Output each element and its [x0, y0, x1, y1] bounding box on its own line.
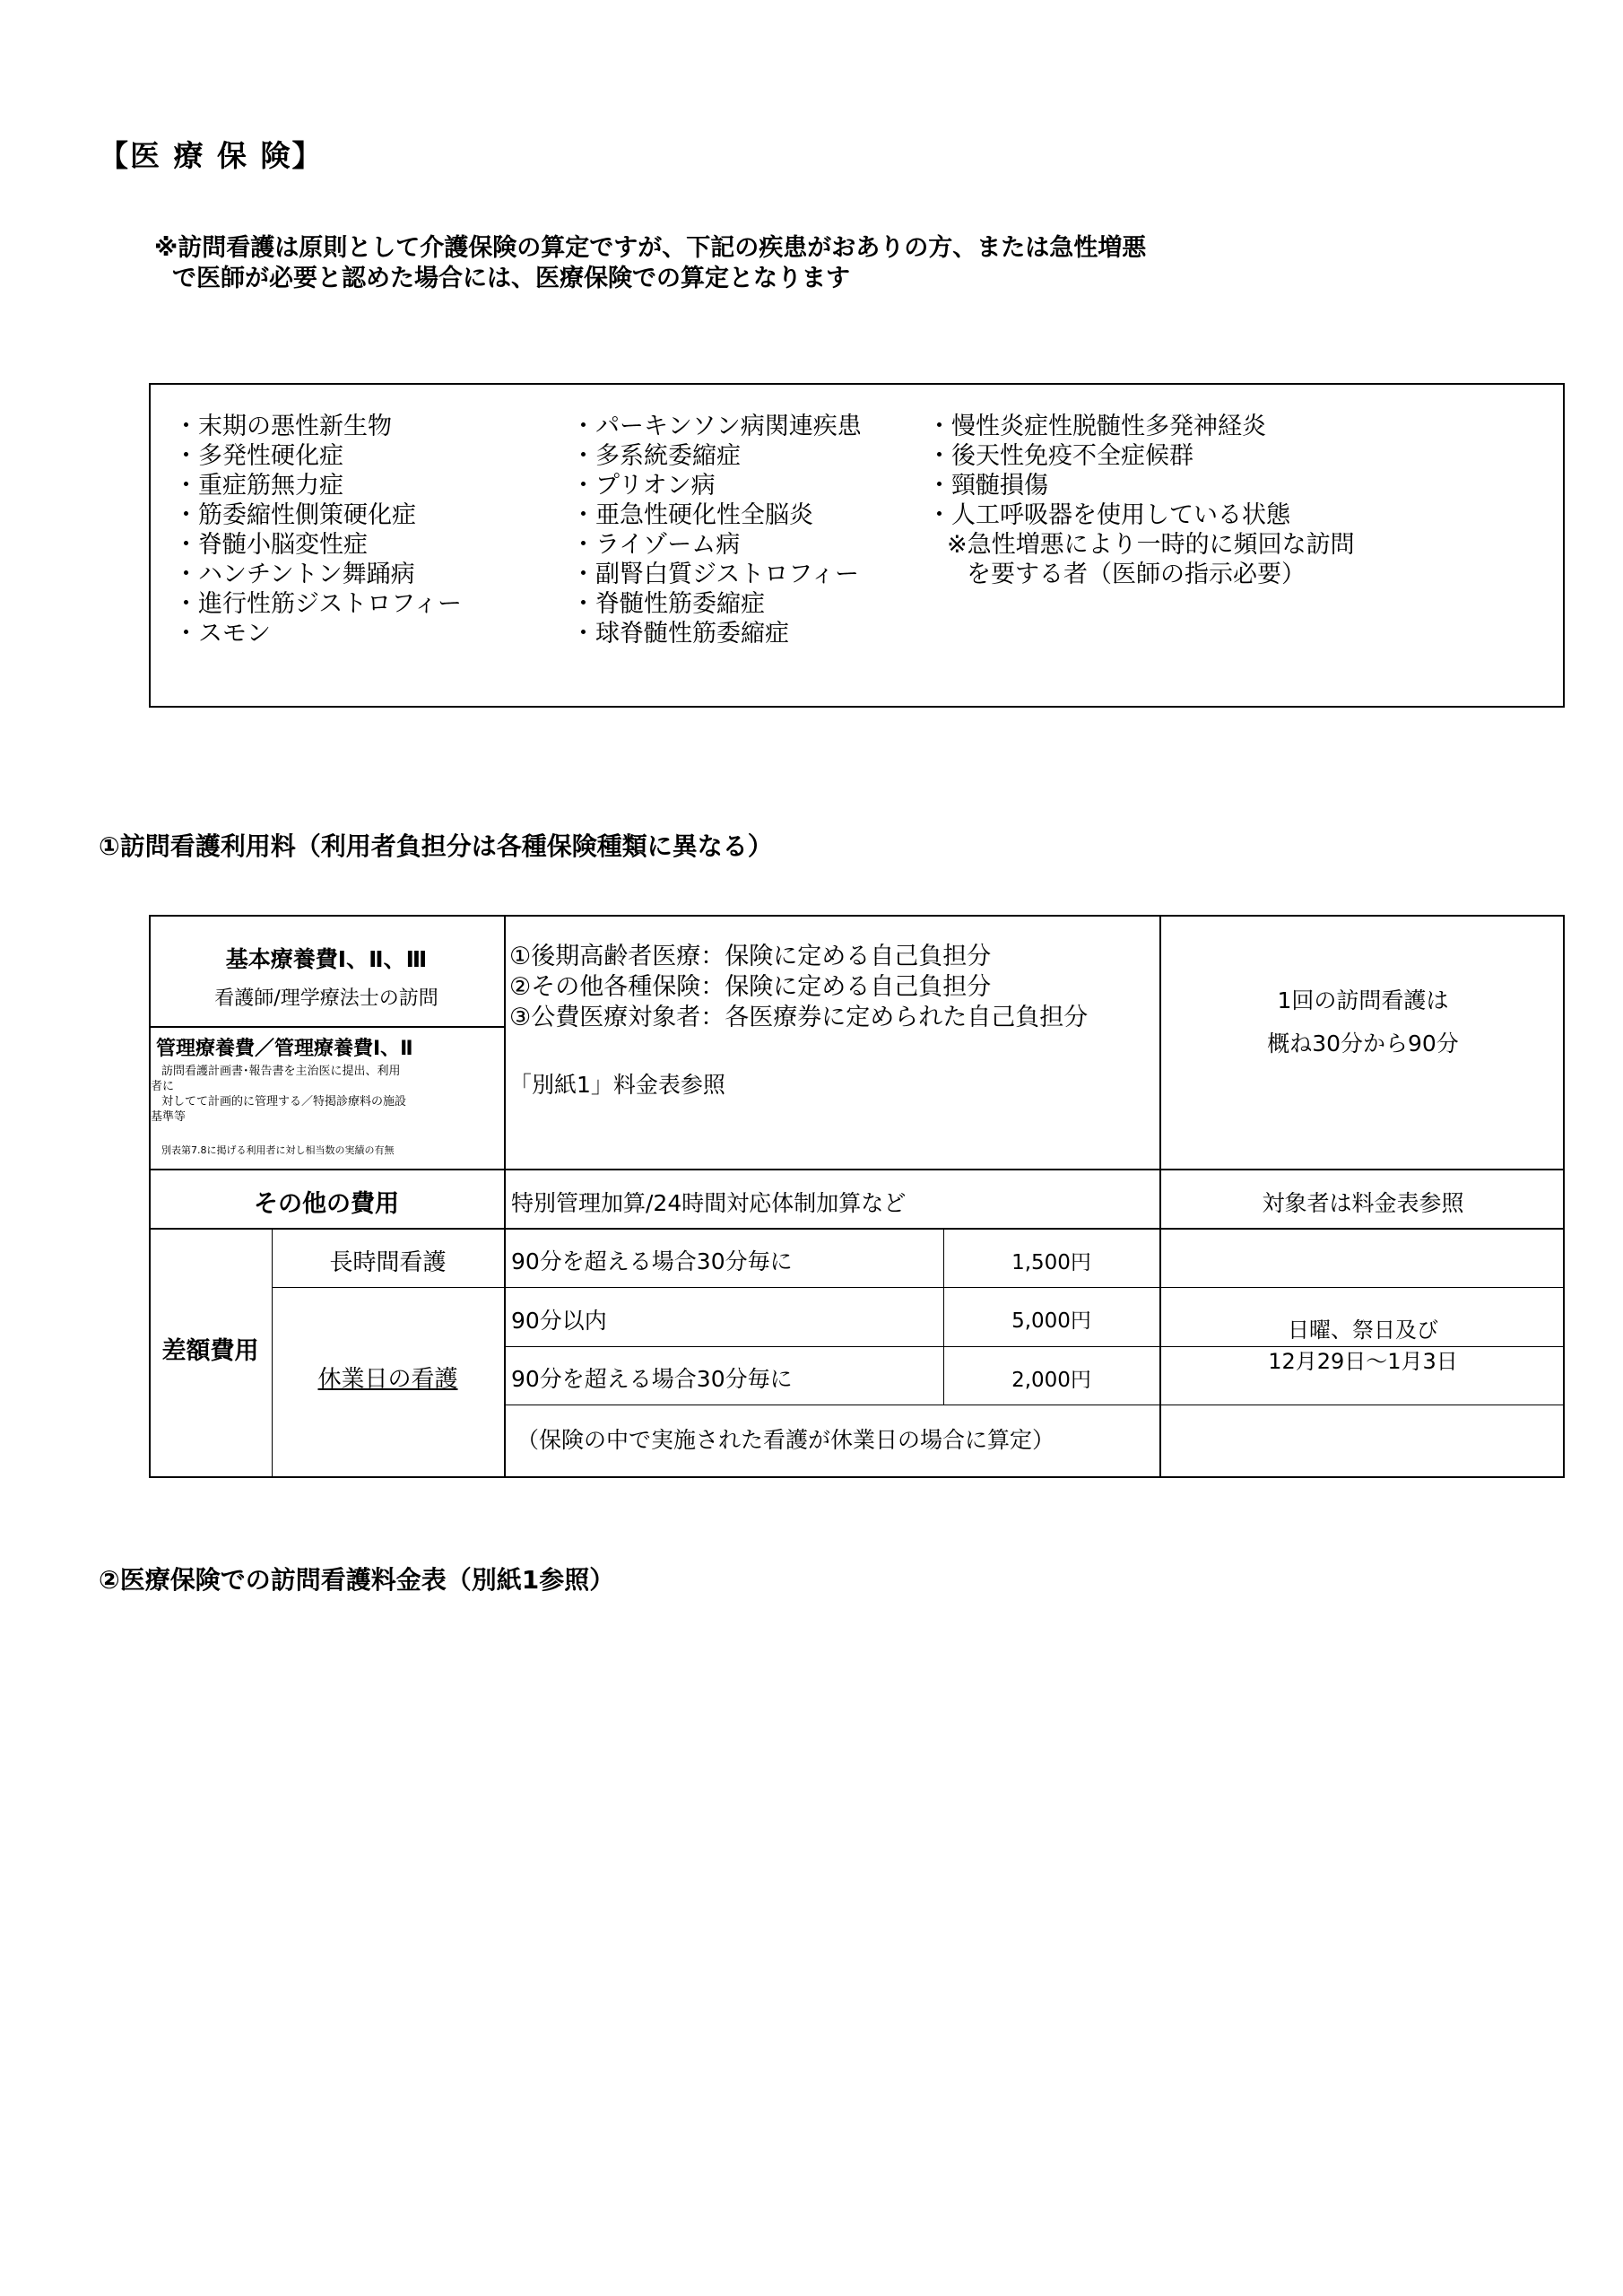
- burden-line: ②その他各種保険：保険に定める自己負担分: [509, 973, 992, 1001]
- table-rule: [149, 1169, 1565, 1170]
- disease-item: ・スモン: [174, 620, 271, 648]
- management-fee-note: 基準等: [151, 1110, 187, 1124]
- disease-item: ・筋委縮性側策硬化症: [174, 501, 416, 529]
- holiday-dates-note: 12月29日～1月3日: [1268, 1349, 1458, 1374]
- table-rule: [149, 1026, 504, 1028]
- page-title: 【医 療 保 険】: [99, 138, 324, 173]
- disease-item: ・多系統委縮症: [571, 442, 741, 470]
- disease-item: ・プリオン病: [571, 472, 716, 500]
- disease-note: ※急性増悪により一時的に頻回な訪問: [947, 531, 1355, 559]
- holiday-visit-price: 2,000円: [1011, 1369, 1091, 1392]
- disease-item: ・脊髄性筋委縮症: [571, 590, 765, 618]
- other-fees-label: その他の費用: [254, 1190, 399, 1218]
- basic-fee-sub: 看護師/理学療法士の訪問: [214, 987, 438, 1010]
- table-rule: [149, 1228, 1565, 1230]
- visit-duration-line: 1回の訪問看護は: [1277, 987, 1449, 1013]
- disease-list-box: [149, 383, 1565, 708]
- holiday-visit-price: 5,000円: [1011, 1309, 1091, 1333]
- holiday-visit-desc: 90分を超える場合30分毎に: [511, 1366, 793, 1392]
- burden-reference: 「別紙1」料金表参照: [509, 1072, 725, 1098]
- long-visit-desc: 90分を超える場合30分毎に: [511, 1248, 793, 1274]
- disease-column-3: [927, 412, 1355, 589]
- section-2-title: ②医療保険での訪問看護料金表（別紙1参照）: [99, 1565, 615, 1595]
- disease-item: ・パーキンソン病関連疾患: [571, 413, 862, 440]
- disease-column-1: [174, 412, 462, 648]
- basic-fee-title: 基本療養費Ⅰ、Ⅱ、Ⅲ: [225, 946, 428, 972]
- disease-item: ・亜急性硬化性全脳炎: [571, 501, 813, 529]
- disease-column-2: [571, 412, 862, 648]
- disease-item: ・後天性免疫不全症候群: [927, 442, 1193, 470]
- disease-item: ・球脊髄性筋委縮症: [571, 620, 789, 648]
- disease-item: ・重症筋無力症: [174, 472, 343, 500]
- disease-item: ・副腎白質ジストロフィー: [571, 561, 860, 588]
- other-fees-note: 対象者は料金表参照: [1262, 1190, 1464, 1216]
- holiday-dates-note: 日曜、祭日及び: [1288, 1318, 1438, 1343]
- visit-duration-line: 概ね30分から90分: [1267, 1031, 1459, 1057]
- fee-table: [149, 915, 1565, 1478]
- management-fee-title: 管理療養費／管理療養費Ⅰ、Ⅱ: [156, 1038, 413, 1060]
- disease-item: ・ハンチントン舞踊病: [174, 561, 415, 588]
- holiday-visit-desc: 90分以内: [511, 1308, 607, 1334]
- disease-item: ・慢性炎症性脱髄性多発神経炎: [927, 413, 1266, 440]
- disease-item: ・末期の悪性新生物: [174, 413, 392, 440]
- holiday-visit-label: 休業日の看護: [317, 1366, 458, 1393]
- table-rule: [504, 915, 506, 1478]
- long-visit-label: 長時間看護: [329, 1249, 447, 1276]
- management-fee-note: 別表第7.8に掲げる利用者に対し相当数の実績の有無: [161, 1144, 395, 1156]
- management-fee-note: 者に: [151, 1080, 175, 1093]
- notice-text: [154, 233, 1146, 294]
- holiday-visit-footnote: （保険の中で実施された看護が休業日の場合に算定）: [516, 1427, 1055, 1453]
- other-fees-desc: 特別管理加算/24時間対応体制加算など: [511, 1190, 907, 1216]
- long-visit-price: 1,500円: [1011, 1251, 1091, 1274]
- disease-item: ・人工呼吸器を使用している状態: [927, 501, 1290, 529]
- notice-line-1: ※訪問看護は原則として介護保険の算定ですが、下記の疾患がおありの方、または急性増悪: [154, 234, 1147, 262]
- disease-item: ・脊髄小脳変性症: [174, 531, 368, 559]
- management-fee-note: 訪問看護計画書･報告書を主治医に提出、利用: [161, 1065, 401, 1078]
- disease-item: ・多発性硬化症: [174, 442, 343, 470]
- burden-line: ①後期高齢者医療：保険に定める自己負担分: [509, 943, 992, 970]
- management-fee-note: 対してて計画的に管理する／特掲診療料の施設: [161, 1095, 407, 1109]
- section-1-title: ①訪問看護利用料（利用者負担分は各種保険種類に異なる）: [99, 831, 773, 861]
- burden-line: ③公費医療対象者：各医療券に定められた自己負担分: [509, 1004, 1089, 1031]
- disease-item: ・頸髄損傷: [927, 472, 1048, 500]
- disease-note: を要する者（医師の指示必要）: [967, 561, 1306, 588]
- notice-line-2: で医師が必要と認めた場合には、医療保険での算定となります: [172, 265, 850, 292]
- table-rule: [272, 1287, 1565, 1288]
- disease-item: ・ライゾーム病: [571, 531, 741, 559]
- difference-fees-label: 差額費用: [161, 1337, 259, 1365]
- disease-item: ・進行性筋ジストロフィー: [174, 590, 463, 618]
